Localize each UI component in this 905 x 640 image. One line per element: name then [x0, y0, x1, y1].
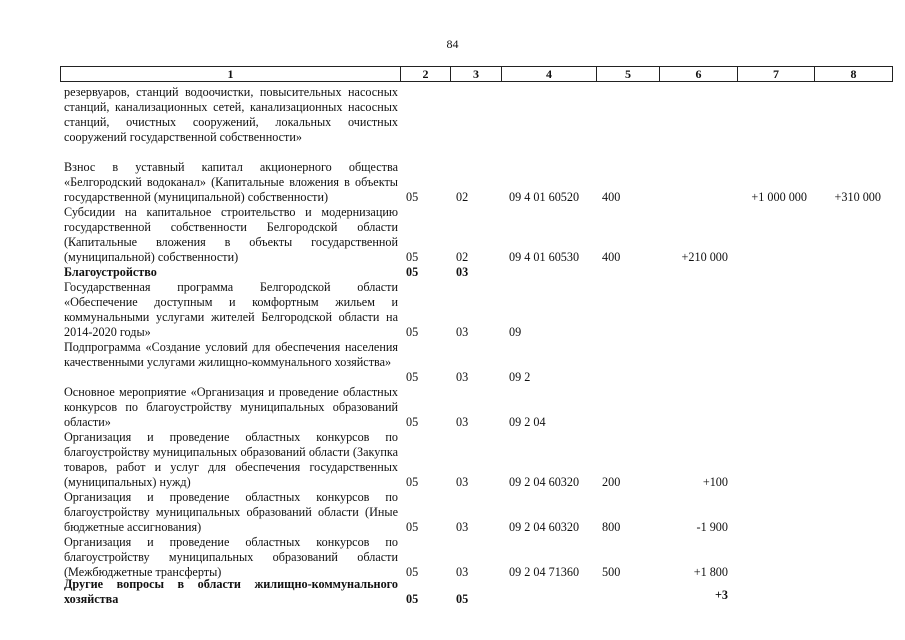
cell-expense-type: 400 — [602, 250, 621, 264]
col-header-6: 6 — [659, 66, 738, 82]
cell-amount-6: -1 900 — [696, 520, 728, 534]
cell-amount-6: +100 — [702, 475, 728, 489]
cell-amount-8: +310 000 — [834, 190, 881, 204]
table-row — [0, 160, 905, 205]
cell-section: 05 — [406, 565, 419, 579]
cell-section: 05 — [406, 475, 419, 489]
cell-subsection: 03 — [456, 265, 469, 279]
table-row — [0, 265, 905, 280]
table-row — [0, 205, 905, 265]
col-header-2: 2 — [400, 66, 451, 82]
row-description: Субсидии на капитальное строительство и модернизацию государственной собственности Белгородской области (Капитальные вложения в объекты государственной (муниципальной) собственности) — [64, 205, 398, 264]
col-header-7: 7 — [737, 66, 815, 82]
cell-subsection: 03 — [456, 370, 469, 384]
cell-section: 05 — [406, 250, 419, 264]
row-description: Организация и проведение областных конкурсов по благоустройству муниципальных образований области (Иные бюджетные ассигнования) — [64, 490, 398, 534]
row-description: Государственная программа Белгородской области «Обеспечение доступным и комфортным жильем и коммунальными услугами жителей Белгородской области на 2014-2020 годы» — [64, 280, 398, 339]
cell-subsection: 02 — [456, 190, 469, 204]
cell-section: 05 — [406, 415, 419, 429]
cell-target-article: 09 4 01 60520 — [509, 190, 580, 204]
page-number: 84 — [446, 37, 459, 51]
cell-subsection: 03 — [456, 325, 469, 339]
cell-target-article: 09 2 — [509, 370, 531, 384]
col-header-8: 8 — [814, 66, 893, 82]
cell-target-article: 09 2 04 — [509, 415, 546, 429]
cell-subsection: 03 — [456, 520, 469, 534]
row-description: Основное мероприятие «Организация и проведение областных конкурсов по благоустройству муниципальных образований области» — [64, 385, 398, 429]
cell-expense-type: 200 — [602, 475, 621, 489]
table-row — [0, 340, 905, 385]
cell-amount-6: +1 800 — [693, 565, 728, 579]
table-row — [0, 280, 905, 340]
cell-amount-6: +3 — [714, 588, 728, 602]
cell-target-article: 09 2 04 60320 — [509, 520, 580, 534]
row-description: Другие вопросы в области жилищно-коммунального хозяйства — [64, 577, 398, 606]
cell-subsection: 03 — [456, 415, 469, 429]
row-description: Организация и проведение областных конкурсов по благоустройству муниципальных образований области (Межбюджетные трансферты) — [64, 535, 398, 579]
table-row — [0, 385, 905, 430]
cell-expense-type: 400 — [602, 190, 621, 204]
row-description: Благоустройство — [64, 265, 157, 279]
row-description: Организация и проведение областных конкурсов по благоустройству муниципальных образований области (Закупка товаров, работ и услуг для обеспечения государственных (муниципальных) нужд) — [64, 430, 398, 489]
cell-subsection: 02 — [456, 250, 469, 264]
cell-target-article: 09 2 04 71360 — [509, 565, 580, 579]
table-row — [0, 535, 905, 580]
cell-expense-type: 500 — [602, 565, 621, 579]
cell-section: 05 — [406, 190, 419, 204]
table-row — [0, 577, 905, 607]
table-row — [0, 85, 905, 160]
col-header-1: 1 — [60, 66, 401, 82]
col-header-4: 4 — [501, 66, 597, 82]
row-description: резервуаров, станций водоочистки, повысительных насосных станций, канализационных сетей, канализационных насосных станций, очистных сооружений, локальных очистных сооружений государственной собственности» — [64, 85, 398, 144]
cell-section: 05 — [406, 325, 419, 339]
cell-amount-6: +210 000 — [681, 250, 728, 264]
cell-target-article: 09 — [509, 325, 522, 339]
table-row — [0, 430, 905, 490]
col-header-3: 3 — [450, 66, 502, 82]
cell-target-article: 09 2 04 60320 — [509, 475, 580, 489]
cell-subsection: 03 — [456, 565, 469, 579]
cell-section: 05 — [406, 265, 419, 279]
cell-subsection: 05 — [456, 592, 469, 606]
row-description: Взнос в уставный капитал акционерного общества «Белгородский водоканал» (Капитальные вложения в объекты государственной (муниципальной) собственности) — [64, 160, 398, 204]
cell-section: 05 — [406, 370, 419, 384]
cell-expense-type: 800 — [602, 520, 621, 534]
cell-amount-7: +1 000 000 — [751, 190, 807, 204]
cell-subsection: 03 — [456, 475, 469, 489]
table-row — [0, 490, 905, 535]
cell-section: 05 — [406, 592, 419, 606]
row-description: Подпрограмма «Создание условий для обеспечения населения качественными услугами жилищно-коммунального хозяйства» — [64, 340, 398, 369]
cell-section: 05 — [406, 520, 419, 534]
col-header-5: 5 — [596, 66, 660, 82]
cell-target-article: 09 4 01 60530 — [509, 250, 580, 264]
